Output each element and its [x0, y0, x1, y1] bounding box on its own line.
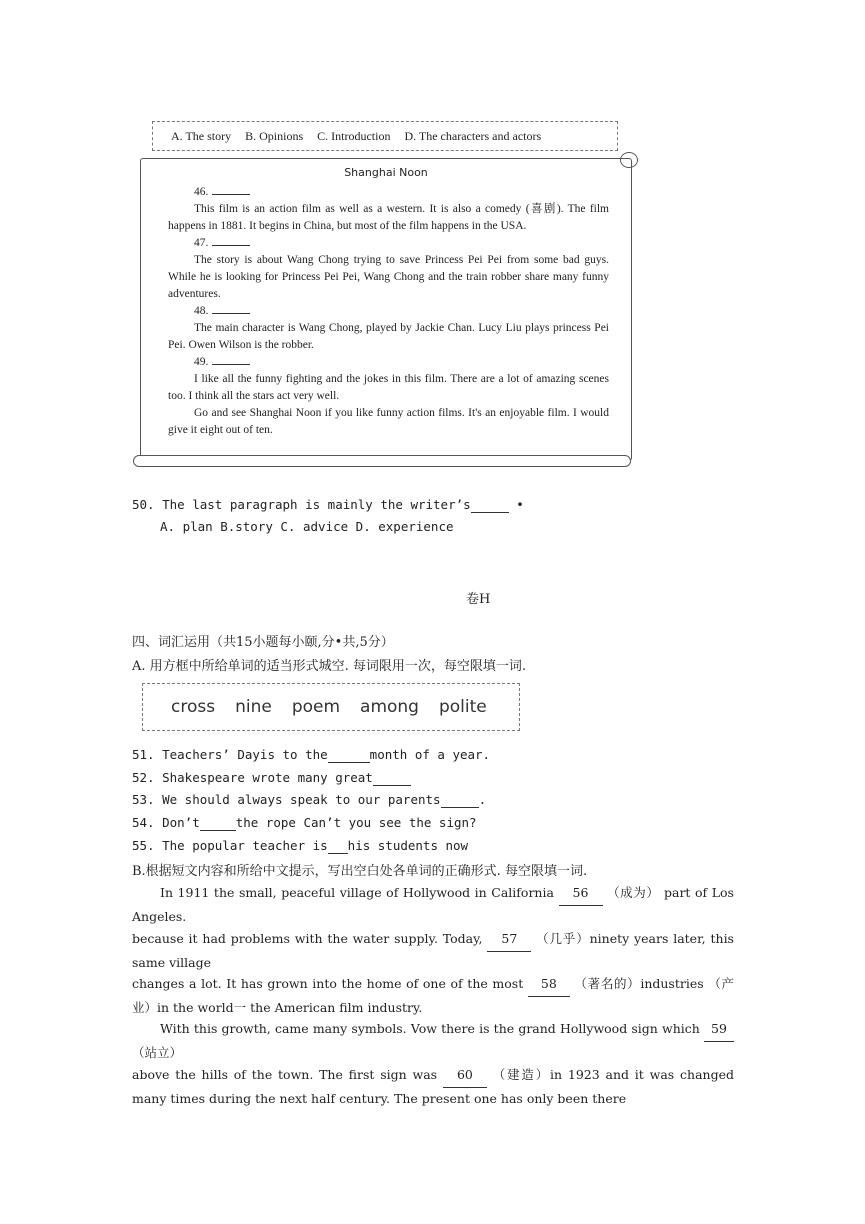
- question-54: 54. Don’t the rope Can’t you see the sign?: [132, 815, 477, 830]
- section-paragraph: I like all the funny fighting and the jokes in this film. There are a lot of amazing scenes too. I think all the stars act very well.: [168, 373, 609, 402]
- word-item: poem: [291, 697, 341, 717]
- option-d: D. The characters and actors: [404, 128, 542, 143]
- section-number: 48.: [168, 303, 609, 320]
- scroll-title: Shanghai Noon: [344, 166, 428, 179]
- word-item: nine: [235, 697, 272, 717]
- passage-paragraph: With this growth, came many symbols. Vow there is the grand Hollywood sign which 59 （站立）: [132, 1018, 734, 1064]
- scroll-bottom-roll: [133, 455, 631, 467]
- section-number: 46.: [168, 184, 609, 201]
- section-paragraph: This film is an action film as well as a western. It is also a comedy (喜剧). The film happens in 1881. It begins in China, but most of the film happens in the USA.: [168, 203, 609, 232]
- passage-paragraph: because it had problems with the water supply. Today, 57 （几乎）ninety years later, this same village: [132, 928, 734, 974]
- question-52: 52. Shakespeare wrote many great: [132, 770, 411, 786]
- word-item: among: [360, 697, 419, 717]
- options-bar: [152, 121, 618, 151]
- section-paragraph: The main character is Wang Chong, played by Jackie Chan. Lucy Liu plays princess Pei Pei. Owen Wilson is the robber.: [168, 322, 609, 351]
- part4-a-instruction: A. 用方框中所给单词的适当形式城空. 每词限用一次，每空限填一词.: [132, 659, 527, 674]
- question-55: 55. The popular teacher is his students now: [132, 838, 469, 853]
- question-51: 51. Teachers’ Dayis to the month of a year.: [132, 747, 491, 762]
- part4-heading: 四、词汇运用（共15小题每小颐,分•共,5分）: [132, 635, 394, 650]
- section-number: 47.: [168, 235, 609, 252]
- section-title: 卷H: [466, 592, 491, 607]
- part4-b-instruction: B.根据短文内容和所给中文提示，写出空白处各单词的正确形式. 每空限填一词.: [132, 864, 588, 879]
- word-item: cross: [171, 697, 216, 717]
- word-box: [142, 683, 520, 731]
- question-53: 53. We should always speak to our parents .: [132, 792, 487, 807]
- question-50-choices: A. plan B.story C. advice D. experience: [160, 519, 454, 534]
- option-a: A. The story: [171, 128, 232, 143]
- option-c: C. Introduction: [317, 128, 391, 143]
- passage-paragraph: changes a lot. It has grown into the home of one of the most 58 （著名的）industries （产业）in the world一 the American film industry.: [132, 973, 734, 1019]
- section-paragraph: Go and see Shanghai Noon if you like funny action films. It's an enjoyable film. I would give it eight out of ten.: [168, 407, 609, 436]
- passage-paragraph: In 1911 the small, peaceful village of Hollywood in California 56 （成为） part of Los Angeles.: [132, 882, 734, 928]
- word-item: polite: [438, 697, 487, 717]
- passage-paragraph: above the hills of the town. The first sign was 60 （建造）in 1923 and it was changed many times during the next half century. The present one has only been there: [132, 1064, 734, 1110]
- section-paragraph: The story is about Wang Chong trying to save Princess Pei Pei from some bad guys. While he is looking for Princess Pei Pei, Wang Chong and the train robber share many funny adventures.: [168, 254, 609, 300]
- scroll-panel: [140, 158, 632, 461]
- option-b: B. Opinions: [245, 128, 304, 143]
- question-50: 50. The last paragraph is mainly the writer’s •: [132, 497, 524, 512]
- section-number: 49.: [168, 354, 609, 371]
